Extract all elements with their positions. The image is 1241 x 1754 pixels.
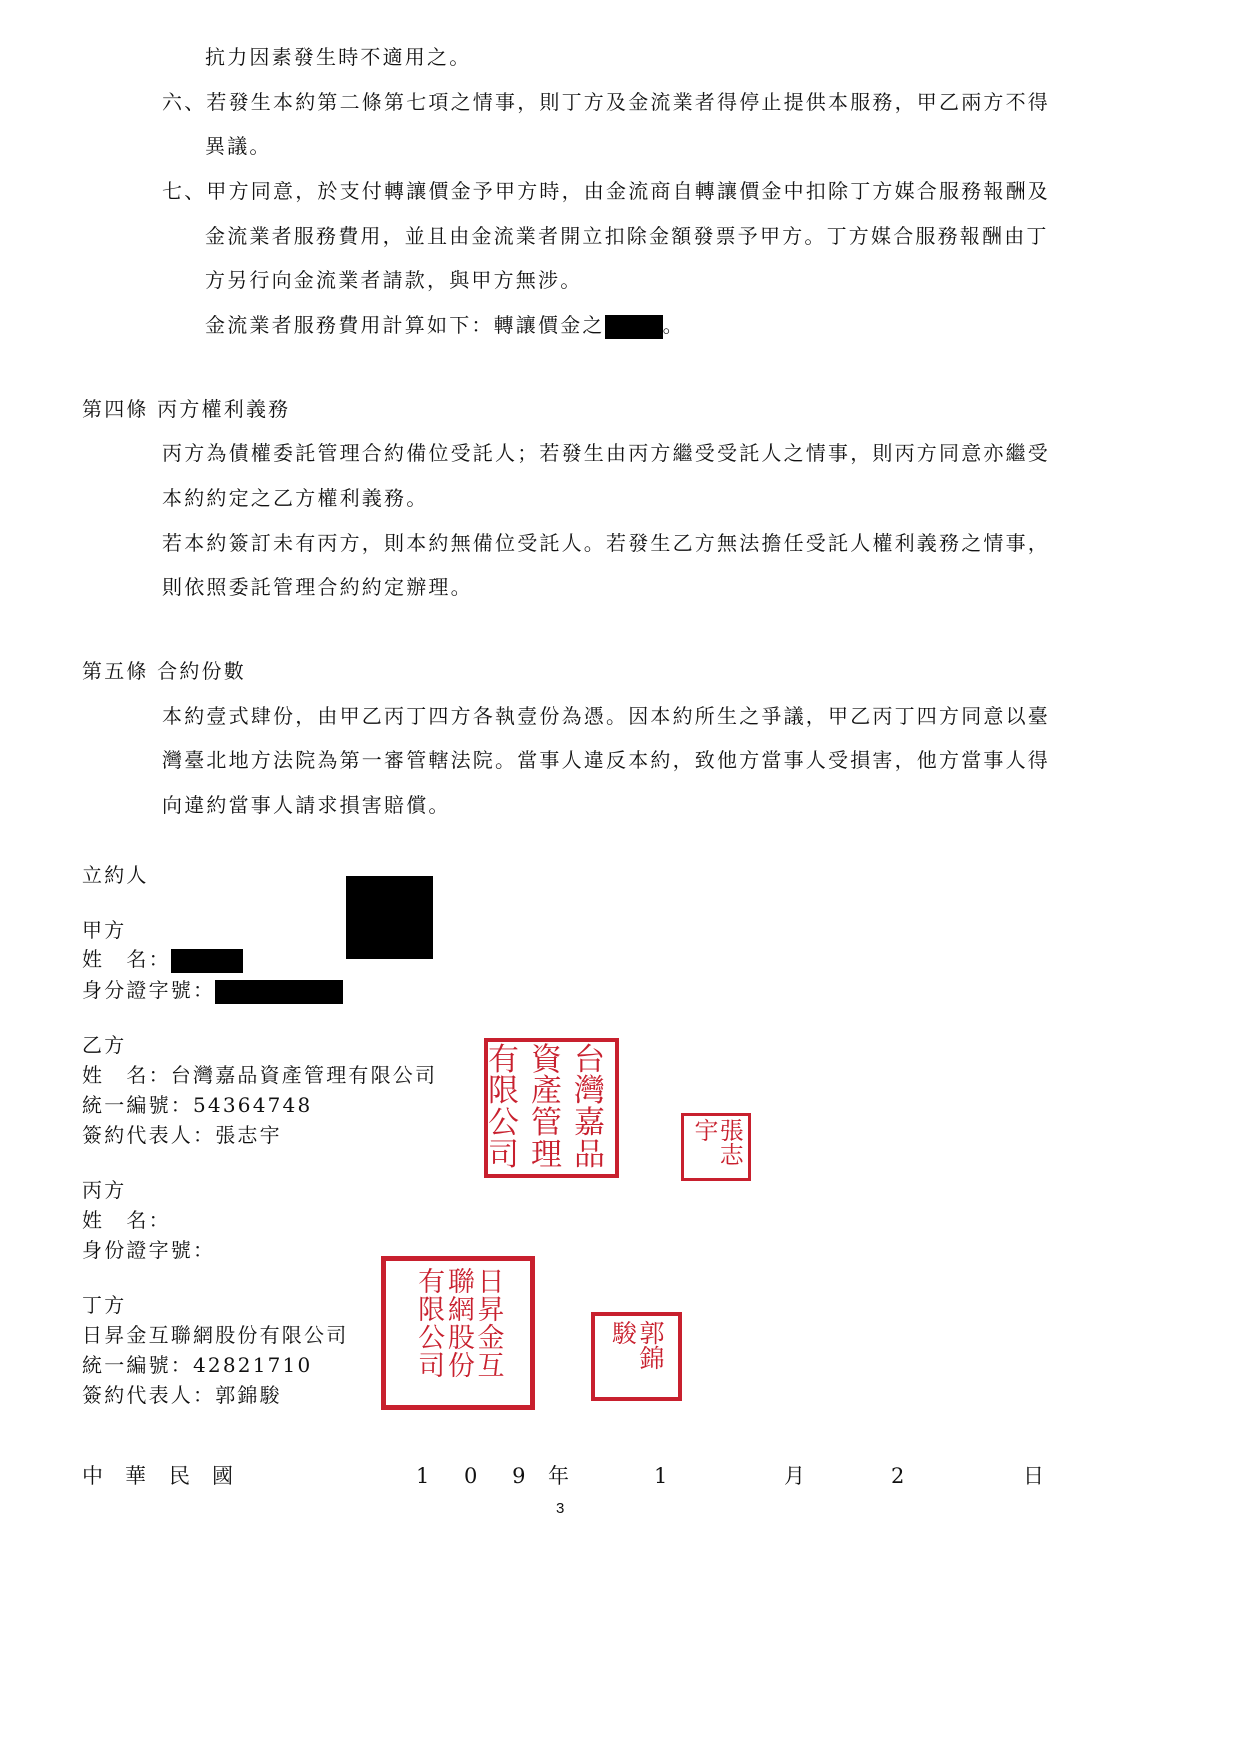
date-month: 1 [654,1464,668,1488]
seal-text: 張志宇 [690,1118,744,1166]
date-era-char: 中 [82,1464,103,1488]
party-d-tax-id-line: 統一編號：42821710 [82,1353,313,1377]
page-number: 3 [556,1500,565,1517]
date-year-unit: 年 [548,1464,569,1488]
party-b-rep-seal [681,1113,751,1181]
party-a-label: 甲方 [82,918,127,942]
party-d-label: 丁方 [82,1293,127,1317]
party-b-company-seal [484,1038,619,1178]
date-era-char: 國 [212,1464,233,1488]
fee-calculation-text: 金流業者服務費用計算如下：轉讓價金之 [205,313,605,337]
party-b-tax-id-line: 統一編號：54364748 [82,1093,313,1117]
clause-six-line: 六、若發生本約第二條第七項之情事，則丁方及金流業者得停止提供本服務，甲乙兩方不得 [162,90,1050,114]
seal-text: 嘉品 [574,1105,605,1173]
article-5-paragraph-line: 本約壹式肆份，由甲乙丙丁四方各執壹份為憑。因本約所生之爭議，甲乙丙丁四方同意以臺 [162,704,1050,728]
clause-line: 抗力因素發生時不適用之。 [205,45,472,69]
article-4-paragraph-line: 本約約定之乙方權利義務。 [162,486,429,510]
article-4-title: 第四條 丙方權利義務 [82,397,291,421]
party-a-id-label: 身分證字號： [82,978,216,1002]
article-4-paragraph-line: 則依照委託管理合約約定辦理。 [162,575,473,599]
date-era-char: 華 [125,1464,146,1488]
redaction-block [171,949,243,973]
party-a-name-line [82,945,243,973]
party-c-id-line: 身份證字號： [82,1238,216,1262]
party-a-name-label: 姓 名： [82,947,171,971]
redaction-block [605,315,663,339]
party-a-id-line [82,976,343,1004]
article-5-paragraph-line: 向違約當事人請求損害賠償。 [162,793,451,817]
seal-text: 郭錦駿 [608,1320,665,1370]
article-5-title: 第五條 合約份數 [82,659,246,683]
seal-text: 有限 [488,1041,519,1110]
seal-text: 資產 [531,1041,562,1110]
article-4-paragraph-line: 若本約簽訂未有丙方，則本約無備位受託人。若發生乙方無法擔任受託人權利義務之情事， [162,531,1050,555]
party-b-label: 乙方 [82,1033,127,1057]
party-b-rep-line: 簽約代表人：張志宇 [82,1123,282,1147]
signatories-heading: 立約人 [82,863,149,887]
party-d-rep-line: 簽約代表人：郭錦駿 [82,1383,282,1407]
date-era-char: 民 [169,1464,190,1488]
seal-text: 日昇金互聯網股份有限公司 [413,1267,504,1379]
fee-calculation-end: 。 [662,313,685,337]
date-day: 2 [891,1464,905,1488]
clause-line: 金流業者服務費用，並且由金流業者開立扣除金額發票予甲方。丁方媒合服務報酬由丁 [205,224,1049,248]
clause-seven-line: 七、甲方同意，於支付轉讓價金予甲方時，由金流商自轉讓價金中扣除丁方媒合服務報酬及 [162,179,1050,203]
seal-text: 台灣 [574,1041,605,1110]
party-d-company-line: 日昇金互聯網股份有限公司 [82,1323,349,1347]
fee-calculation-line [205,311,685,339]
redaction-block [215,980,343,1004]
article-5-paragraph-line: 灣臺北地方法院為第一審管轄法院。當事人違反本約，致他方當事人受損害，他方當事人得 [162,748,1050,772]
redaction-block [346,876,433,959]
clause-line: 異議。 [205,134,272,158]
date-year: 1 0 9 [416,1464,540,1488]
date-day-unit: 日 [1023,1464,1044,1488]
clause-line: 方另行向金流業者請款，與甲方無涉。 [205,268,583,292]
party-b-name-line: 姓 名：台灣嘉品資產管理有限公司 [82,1063,438,1087]
seal-text: 公司 [488,1105,519,1173]
party-c-label: 丙方 [82,1178,127,1202]
party-d-rep-seal [591,1312,682,1401]
date-month-unit: 月 [784,1464,805,1488]
party-c-name-line: 姓 名： [82,1208,171,1232]
seal-text: 管理 [531,1105,562,1173]
party-d-company-seal [381,1256,535,1410]
article-4-paragraph-line: 丙方為債權委託管理合約備位受託人；若發生由丙方繼受受託人之情事，則丙方同意亦繼受 [162,441,1050,465]
